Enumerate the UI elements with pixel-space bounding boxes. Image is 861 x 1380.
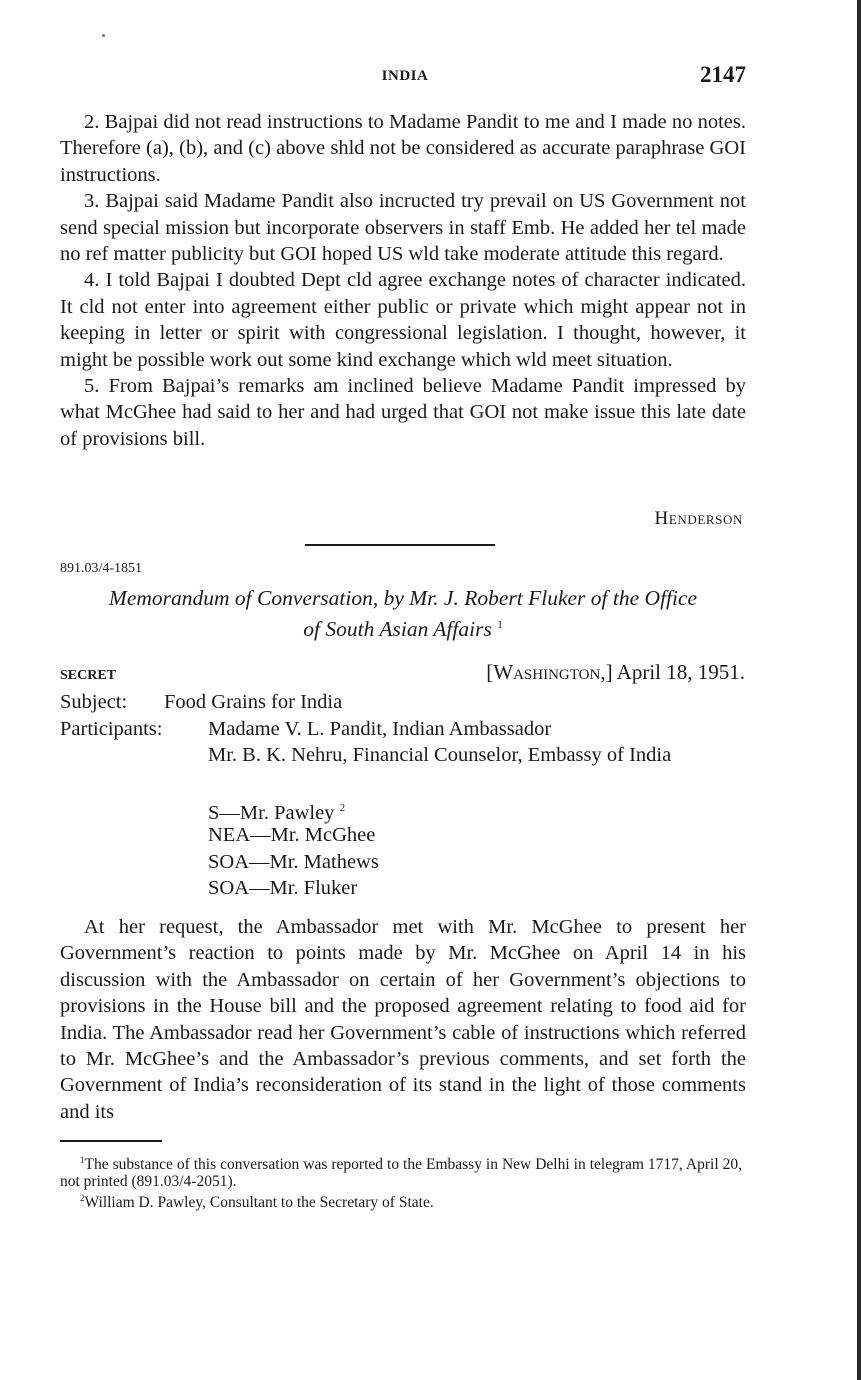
footnote-ref-2: 2 — [339, 802, 346, 815]
classification-label: SECRET — [60, 668, 117, 683]
participants-label: Participants: — [60, 717, 163, 740]
subject-label: Subject: — [60, 691, 128, 713]
participant-1: Madame V. L. Pandit, Indian Ambassador — [208, 717, 552, 740]
paragraph-2: 2. Bajpai did not read instructions to Madame Pandit to me and I made no notes. Therefore (a), (b), and (c) above shld not be considered as accurate paraphrase GOI instructions. — [60, 111, 746, 186]
dateline-bracket: [ — [486, 660, 494, 684]
footnote-1-mark: 1 — [80, 1155, 85, 1165]
footnote-ref-1: 1 — [497, 619, 503, 631]
paragraph-5: 5. From Bajpai’s remarks am inclined believe Madame Pandit impressed by what McGhee had said to her and had urged that GOI not make issue this late date of provisions bill. — [60, 375, 746, 450]
participant-3-text: S—Mr. Pawley — [208, 802, 335, 825]
memo-title-line-2 — [60, 612, 746, 643]
memo-body — [60, 914, 746, 1125]
participant-row — [60, 742, 750, 795]
footnote-2-text: William D. Pawley, Consultant to the Secretary of State. — [84, 1194, 434, 1212]
footnote-1-text: The substance of this conversation was reported to the Embassy in New Delhi in telegram 1717, April 20, not printed (891.03/4-2051). — [60, 1156, 742, 1191]
telegram-body — [60, 109, 746, 452]
page-header — [60, 62, 750, 92]
participant-row — [60, 795, 750, 825]
footnote-2-mark: 2 — [80, 1193, 85, 1204]
participant-row — [60, 849, 750, 876]
paragraph-3: 3. Bajpai said Madame Pandit also incructed try prevail on US Government not send special mission but incorporate observers in staff Emb. He added her tel made no ref matter publicity but GOI hoped US wld take moderate attitude this regard. — [60, 190, 746, 266]
participant-6: SOA—Mr. Fluker — [208, 877, 358, 900]
page-edge-shadow — [857, 0, 861, 1380]
dateline-place: Washington — [493, 660, 601, 684]
file-number: 891.03/4-1851 — [60, 561, 143, 576]
participant-2: Mr. B. K. Nehru, Financial Counselor, Embassy of India — [208, 744, 672, 767]
footnotes — [60, 1152, 742, 1211]
section-divider — [305, 544, 495, 546]
memo-title-line-1: Memorandum of Conversation, by Mr. J. Robert Fluker of the Office — [108, 586, 698, 610]
participant-4: NEA—Mr. McGhee — [208, 823, 376, 846]
subject-value: Food Grains for India — [164, 691, 343, 713]
speck — [102, 34, 105, 37]
dateline-date: ,] April 18, 1951. — [600, 660, 745, 684]
footnote-1 — [60, 1152, 742, 1190]
running-head: INDIA — [381, 68, 429, 84]
participant-row — [60, 875, 750, 902]
signature-henderson: Henderson — [654, 508, 743, 529]
page-number: 2147 — [700, 62, 746, 87]
memo-meta — [60, 689, 750, 902]
participant-row — [60, 716, 750, 743]
participant-5: SOA—Mr. Mathews — [208, 850, 379, 873]
dateline — [486, 660, 745, 685]
participant-row — [60, 822, 750, 849]
subject-row — [60, 689, 750, 716]
footnote-2 — [60, 1190, 742, 1211]
footnote-rule — [60, 1140, 162, 1142]
memo-paragraph: At her request, the Ambassador met with Mr. McGhee to present her Government’s reaction to points made by Mr. McGhee on April 14 in his discussion with the Ambassador on certain of her Government’s objections to provisions in the House bill and the proposed agreement relating to food aid for India. The Ambassador read her Government’s cable of instructions which referred to Mr. McGhee’s and the Ambassador’s previous comments, and set forth the Government of India’s reconsideration of its stand in the light of those comments and its — [60, 916, 746, 1123]
memo-title-line-2-text: of South Asian Affairs — [303, 617, 492, 642]
memo-title — [60, 585, 746, 643]
paragraph-4: 4. I told Bajpai I doubted Dept cld agree exchange notes of character indicated. It cld not enter into agreement either public or private which might appear not in keeping in letter or spirit with congressional legislation. I thought, however, it might be possible work out some kind exchange which wld meet situation. — [60, 269, 746, 371]
